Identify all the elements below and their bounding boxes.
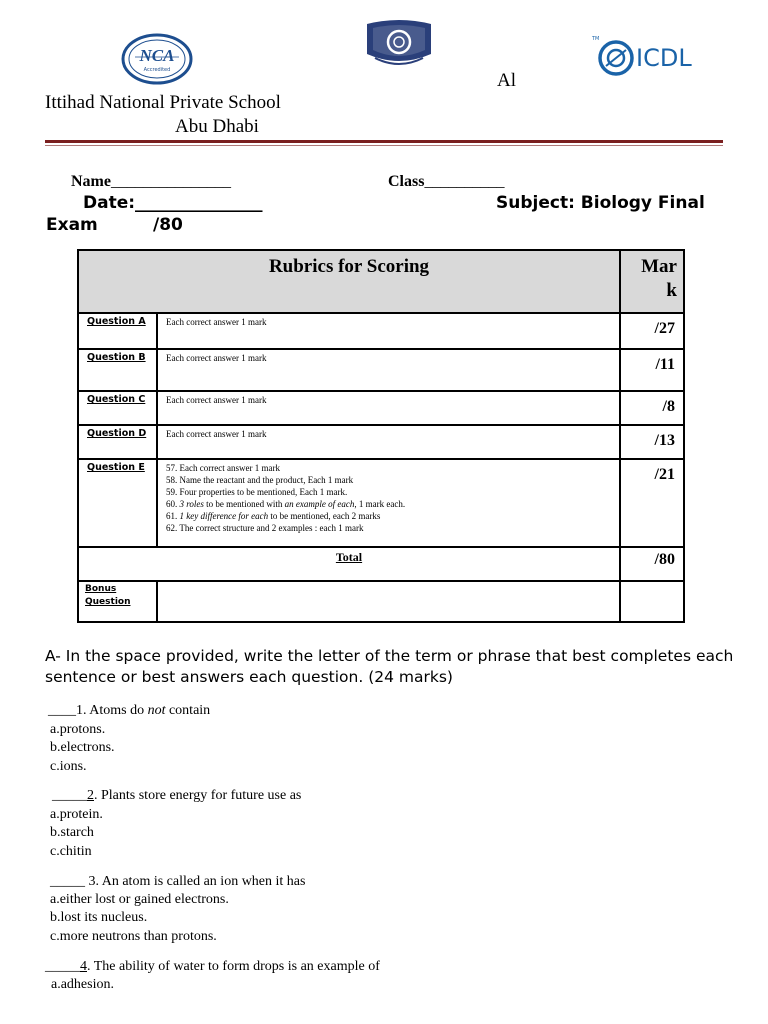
question-e-line: 58. Name the reactant and the product, Each 1 mark: [166, 475, 354, 485]
question-number: 4: [80, 959, 87, 974]
nca-logo-subtext: Accredited: [143, 67, 171, 73]
subject-label: Subject: Biology Final: [496, 193, 705, 213]
rubric-header-row: [78, 250, 684, 313]
question-d-description: Each correct answer 1 mark: [157, 425, 620, 459]
name-label: Name: [71, 173, 111, 190]
option: c.more neutrons than protons.: [50, 929, 217, 944]
option: a.either lost or gained electrons.: [50, 892, 229, 907]
school-name: Ittihad National Private School: [45, 92, 281, 113]
question-text: 1. Atoms do: [76, 703, 148, 718]
class-label: Class: [388, 173, 425, 190]
option: c.ions.: [50, 759, 87, 774]
answer-blank[interactable]: _____: [52, 788, 87, 803]
icdl-logo-text: ICDL: [636, 44, 692, 72]
question-number: 2: [87, 788, 94, 803]
section-a-instructions: A- In the space provided, write the letter of the term or phrase that best completes each sentence or best answers each question. (24 marks): [45, 647, 734, 686]
line-text: to be mentioned, each 2 marks: [268, 511, 381, 521]
answer-blank[interactable]: ____: [48, 703, 76, 718]
total-label-cell: [78, 547, 620, 581]
question-a-description: Each correct answer 1 mark: [157, 313, 620, 349]
name-blank: _______________: [110, 173, 231, 190]
question-c-mark: /8: [620, 391, 684, 425]
question-4: [45, 958, 380, 976]
question-e-description: [157, 459, 620, 547]
question-b-label: Question B: [78, 349, 157, 391]
question-b-description: Each correct answer 1 mark: [157, 349, 620, 391]
table-row: [78, 459, 684, 547]
table-row: [78, 349, 684, 391]
exam-label: Exam: [46, 215, 98, 235]
bonus-row: [78, 581, 684, 622]
stray-text: Al: [497, 70, 516, 91]
bonus-label-line2: Question: [85, 597, 131, 607]
question-e-mark: /21: [620, 459, 684, 547]
question-d-mark: /13: [620, 425, 684, 459]
question-c-description: Each correct answer 1 mark: [157, 391, 620, 425]
emphasis: not: [147, 703, 166, 718]
option: a.adhesion.: [51, 977, 114, 992]
table-row: [78, 391, 684, 425]
question-2: [52, 787, 301, 805]
answer-blank[interactable]: _____: [50, 874, 85, 889]
total-label: Total: [335, 550, 363, 564]
table-row: [78, 313, 684, 349]
emphasis: 1 key difference for each: [179, 511, 269, 521]
rubric-title: Rubrics for Scoring: [268, 256, 430, 277]
icdl-tm: TM: [592, 36, 600, 42]
emphasis: 3 roles: [179, 499, 204, 509]
line-text: , 1 mark each.: [354, 499, 406, 509]
date-label: Date:: [83, 193, 136, 213]
rubric-table: [77, 249, 685, 623]
option: b.starch: [50, 825, 94, 840]
mark-header-line2: k: [666, 280, 677, 301]
option: a.protein.: [50, 807, 103, 822]
line-number: 61.: [166, 511, 180, 521]
nca-logo-text: NCA: [139, 46, 175, 65]
question-text: 3. An atom is called an ion when it has: [85, 874, 306, 889]
question-a-mark: /27: [620, 313, 684, 349]
class-blank: __________: [424, 173, 505, 190]
question-text: . The ability of water to form drops is an example of: [87, 959, 380, 974]
total-mark: /80: [620, 547, 684, 581]
table-row: [78, 425, 684, 459]
option: b.lost its nucleus.: [50, 910, 148, 925]
mark-header-cell: [620, 250, 684, 313]
question-3: [50, 873, 305, 891]
question-d-label: Question D: [78, 425, 157, 459]
option: c.chitin: [50, 844, 92, 859]
question-a-label: Question A: [78, 313, 157, 349]
date-blank: _______________: [135, 193, 263, 213]
question-b-mark: /11: [620, 349, 684, 391]
line-text: to be mentioned with: [203, 499, 285, 509]
bonus-label-cell: [78, 581, 157, 622]
line-number: 60.: [166, 499, 180, 509]
question-e-line: [166, 510, 619, 522]
bonus-description: [157, 581, 620, 622]
question-e-line: 57. Each correct answer 1 mark: [166, 463, 280, 473]
question-text: contain: [165, 703, 211, 718]
question-e-line: [166, 498, 619, 510]
answer-blank[interactable]: _____: [45, 959, 80, 974]
rubric-title-cell: [78, 250, 620, 313]
mark-header-line1: Mar: [641, 256, 677, 277]
option: a.protons.: [50, 722, 106, 737]
bonus-mark: [620, 581, 684, 622]
header-rule-light: [45, 145, 723, 146]
question-c-label: Question C: [78, 391, 157, 425]
total-row: [78, 547, 684, 581]
option: b.electrons.: [50, 740, 115, 755]
name-field: [71, 173, 231, 191]
question-e-label: Question E: [78, 459, 157, 547]
bonus-label-line1: Bonus: [85, 584, 117, 594]
question-e-line: 62. The correct structure and 2 examples : each 1 mark: [166, 523, 364, 533]
school-city: Abu Dhabi: [175, 116, 259, 137]
school-crest-logo: [361, 18, 437, 70]
header-rule-dark: [45, 140, 723, 143]
question-1: [48, 702, 210, 720]
icdl-logo: [592, 30, 696, 86]
emphasis: an example of each: [284, 499, 355, 509]
date-field: [83, 193, 263, 213]
class-field: [388, 173, 504, 191]
nca-logo: [121, 33, 193, 85]
question-e-line: 59. Four properties to be mentioned, Each 1 mark.: [166, 487, 348, 497]
question-text: . Plants store energy for future use as: [94, 788, 302, 803]
exam-total: /80: [153, 215, 183, 235]
